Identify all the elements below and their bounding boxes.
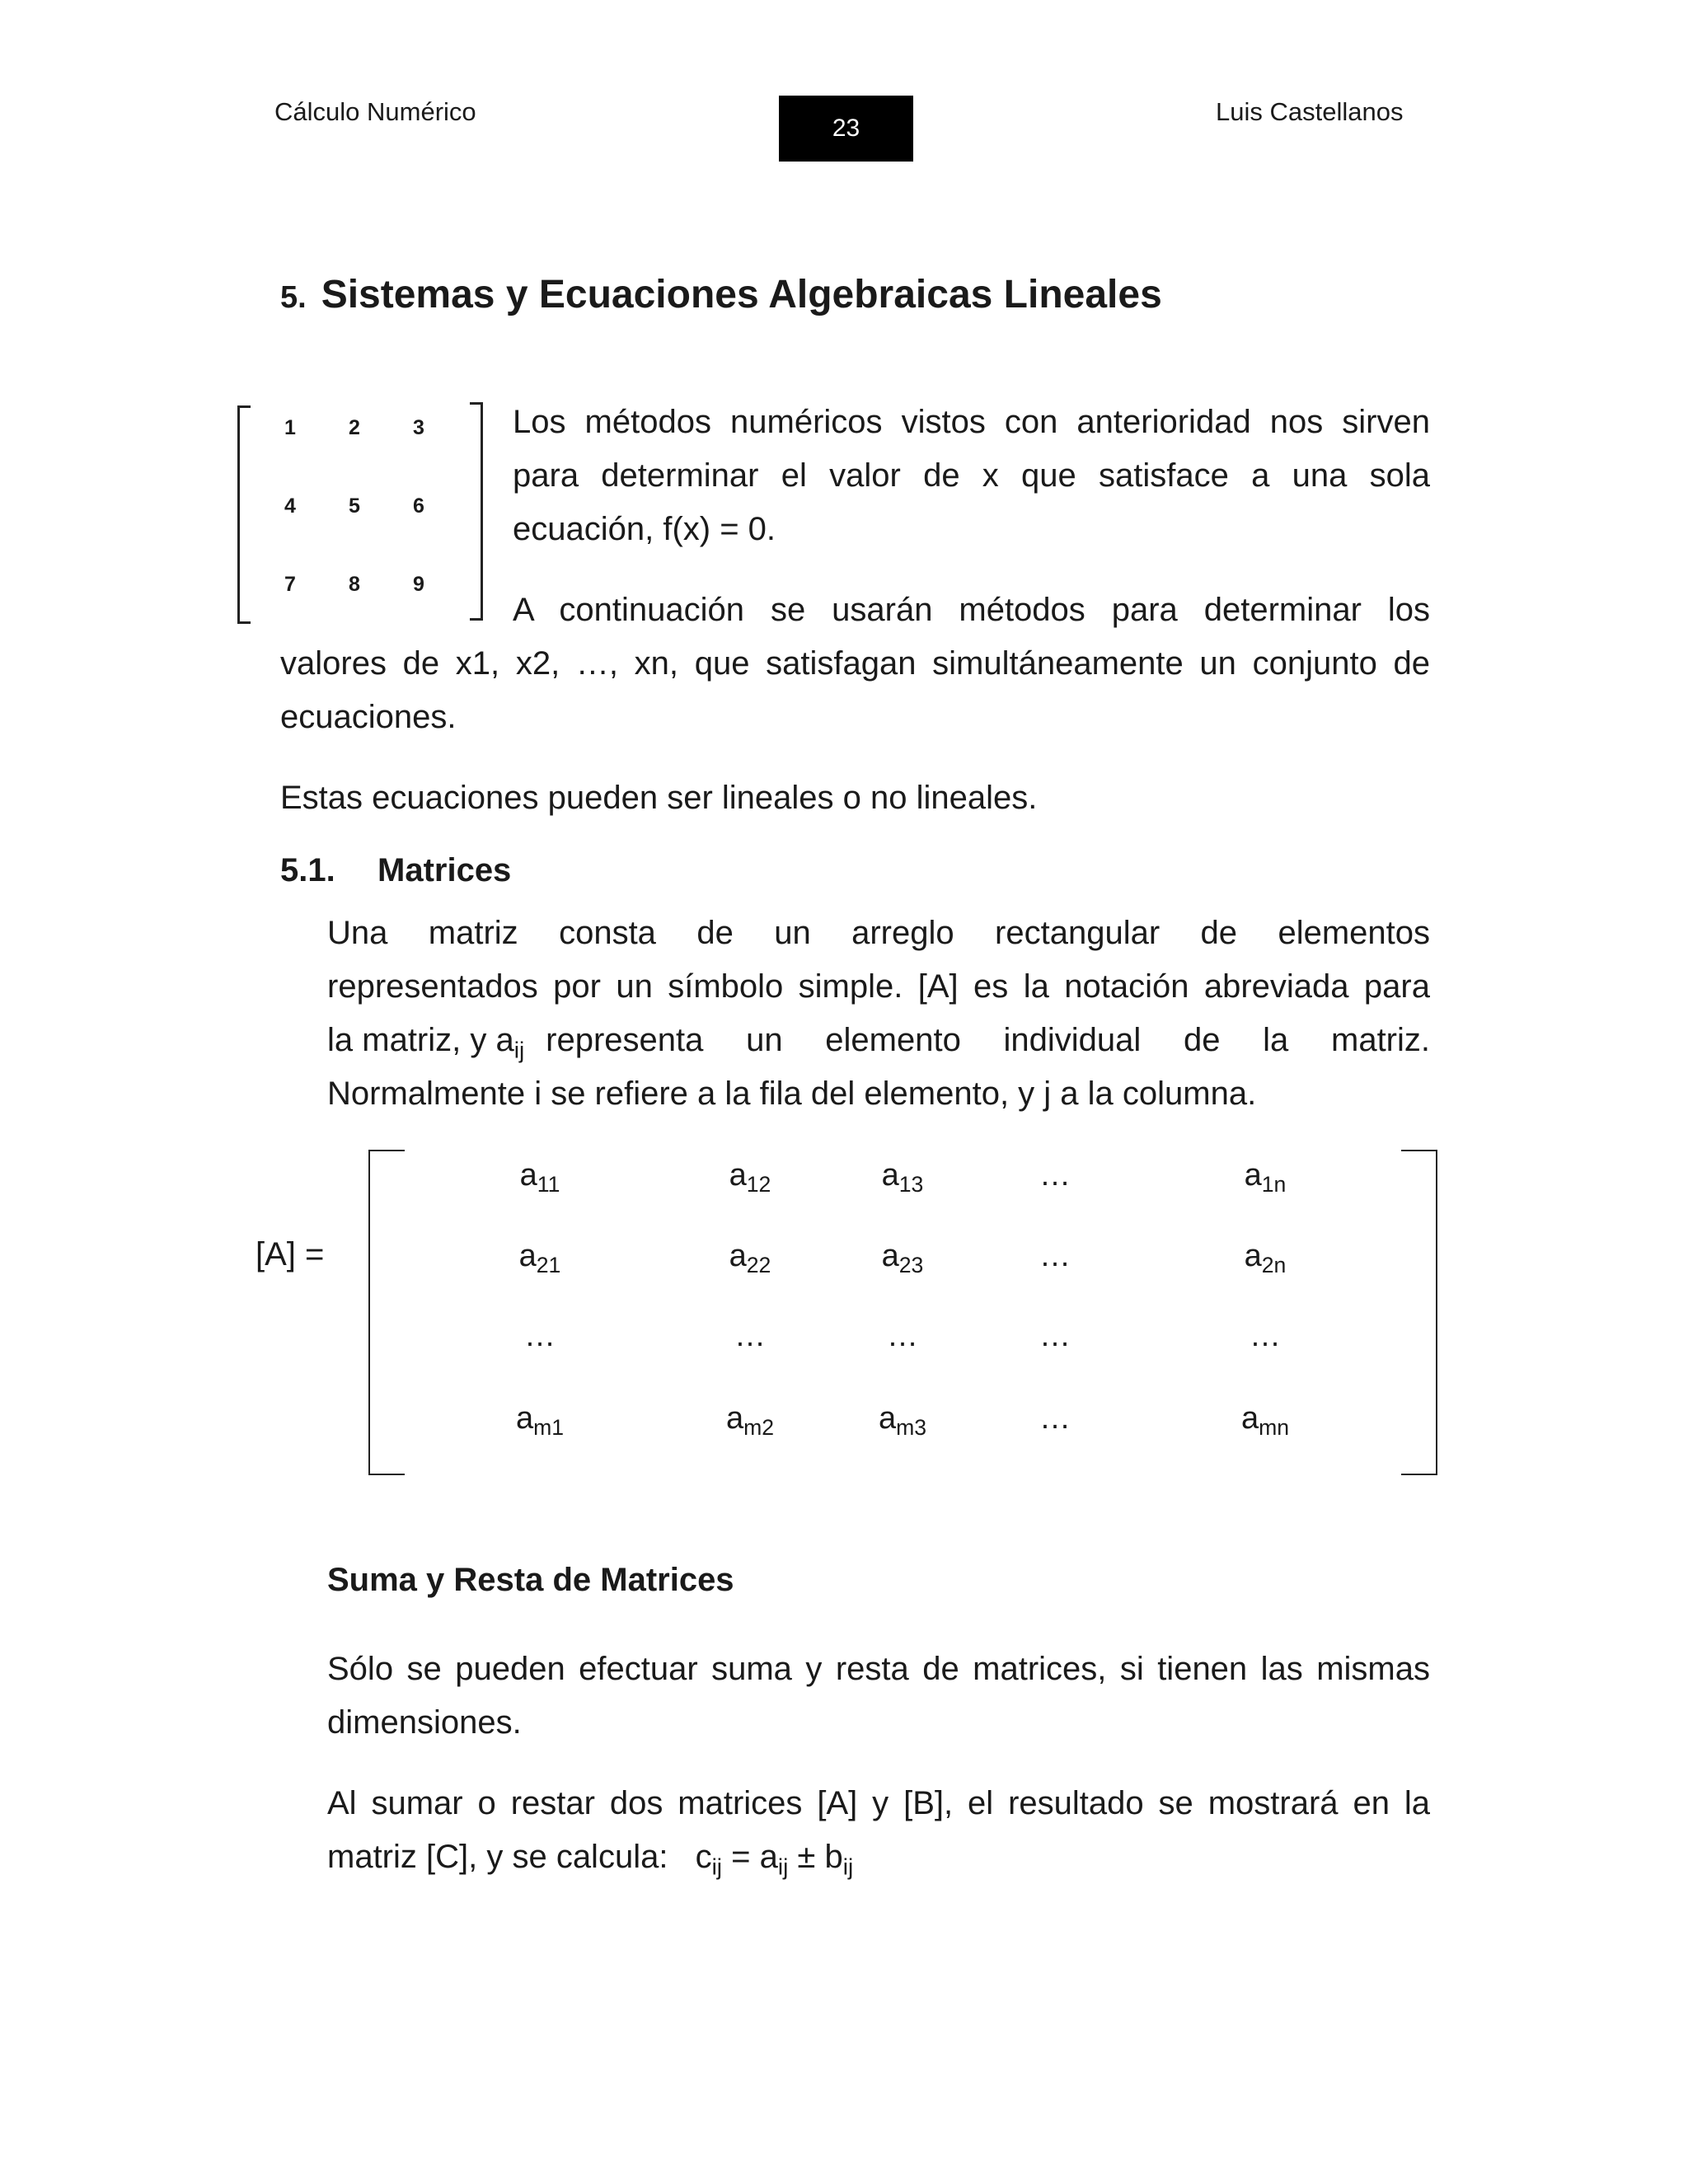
big-matrix-cell: … bbox=[1039, 1319, 1071, 1353]
suma-line: Al sumar o restar dos matrices [A] y [B], el resultado se mostrará en la bbox=[327, 1785, 1430, 1821]
big-matrix-cell: $a_{21}$ bbox=[518, 1239, 561, 1277]
intro-line: valores de x1, x2, …, xn, que satisfagan simultáneamente un conjunto de bbox=[280, 645, 1430, 682]
small-matrix-cell: 9 bbox=[413, 573, 424, 596]
big-matrix-cell: … bbox=[524, 1319, 556, 1353]
small-matrix-cell: 3 bbox=[413, 416, 424, 439]
intro-line: A continuación se usarán métodos para determinar los bbox=[513, 592, 1430, 628]
small-matrix-left-bracket bbox=[237, 405, 251, 624]
big-matrix-cell: $a_{1n}$ bbox=[1244, 1158, 1287, 1197]
big-matrix-left-bracket bbox=[368, 1150, 405, 1475]
header-left: Cálculo Numérico bbox=[274, 97, 476, 126]
intro-line: para determinar el valor de x que satisface a una sola bbox=[513, 457, 1430, 494]
intro-line: ecuaciones. bbox=[280, 699, 457, 735]
small-matrix-cell: 1 bbox=[284, 416, 296, 439]
big-matrix-cell: $a_{23}$ bbox=[881, 1239, 924, 1277]
suma-line bbox=[327, 1830, 853, 1884]
small-matrix-cell: 2 bbox=[349, 416, 360, 439]
matrices-line: Una matriz consta de un arreglo rectangular de elementos bbox=[327, 915, 1430, 951]
small-matrix-cell: 8 bbox=[349, 573, 360, 596]
big-matrix-cell: $a_{m2}$ bbox=[725, 1401, 775, 1440]
suma-title: Suma y Resta de Matrices bbox=[327, 1562, 734, 1598]
small-matrix-cell: 4 bbox=[284, 494, 296, 518]
suma-line: dimensiones. bbox=[327, 1704, 522, 1741]
matrices-line bbox=[327, 1014, 1430, 1067]
matrices-line-prefix: la matriz, y $a_{ij}$ bbox=[327, 1022, 525, 1063]
matrices-line: Normalmente i se refiere a la fila del elemento, y j a la columna. bbox=[327, 1076, 1257, 1112]
header-right: Luis Castellanos bbox=[1216, 97, 1404, 126]
section-heading bbox=[280, 272, 1162, 317]
subsection-number: 5.1. bbox=[280, 852, 335, 888]
matrices-line-rest: representa un elemento individual de la matriz. bbox=[546, 1022, 1430, 1058]
section-number: 5. bbox=[280, 280, 307, 315]
big-matrix-cell: $a_{12}$ bbox=[729, 1158, 771, 1197]
big-matrix-cell: … bbox=[887, 1319, 918, 1353]
big-matrix-cell: … bbox=[734, 1319, 766, 1353]
big-matrix-cell: $a_{22}$ bbox=[729, 1239, 771, 1277]
big-matrix-cell: $a_{mn}$ bbox=[1240, 1401, 1290, 1440]
intro-line: ecuación, f(x) = 0. bbox=[513, 511, 776, 547]
big-matrix-cell: … bbox=[1039, 1401, 1071, 1436]
big-matrix-cell: $a_{11}$ bbox=[519, 1158, 560, 1197]
big-matrix-right-bracket bbox=[1401, 1150, 1437, 1475]
big-matrix-cell: … bbox=[1250, 1319, 1281, 1353]
matrices-line: representados por un símbolo simple. [A] es la notación abreviada para bbox=[327, 968, 1430, 1005]
big-matrix-cell: $a_{m3}$ bbox=[878, 1401, 927, 1440]
intro-paragraph-2: Estas ecuaciones pueden ser lineales o no lineales. bbox=[280, 780, 1038, 816]
small-matrix-cell: 5 bbox=[349, 494, 360, 518]
small-matrix-cell: 7 bbox=[284, 573, 296, 596]
small-matrix-cell: 6 bbox=[413, 494, 424, 518]
sum-formula: $c_{ij} = a_{ij} \pm b_{ij}$ bbox=[695, 1839, 854, 1880]
subsection-title: Matrices bbox=[377, 852, 512, 888]
suma-line: Sólo se pueden efectuar suma y resta de matrices, si tienen las mismas bbox=[327, 1651, 1430, 1687]
page-number: 23 bbox=[779, 96, 913, 162]
big-matrix-cell: … bbox=[1039, 1158, 1071, 1193]
small-matrix-right-bracket bbox=[470, 402, 483, 621]
intro-line: Los métodos numéricos vistos con anterioridad nos sirven bbox=[513, 404, 1430, 440]
suma-line-prefix: matriz [C], y se calcula: bbox=[327, 1839, 668, 1875]
big-matrix-cell: $a_{m1}$ bbox=[515, 1401, 565, 1440]
matrix-label: [A] = bbox=[256, 1236, 325, 1272]
big-matrix-cell: $a_{13}$ bbox=[881, 1158, 924, 1197]
big-matrix-cell: … bbox=[1039, 1239, 1071, 1273]
big-matrix-cell: $a_{2n}$ bbox=[1244, 1239, 1287, 1277]
section-title: Sistemas y Ecuaciones Algebraicas Lineales bbox=[321, 273, 1162, 316]
